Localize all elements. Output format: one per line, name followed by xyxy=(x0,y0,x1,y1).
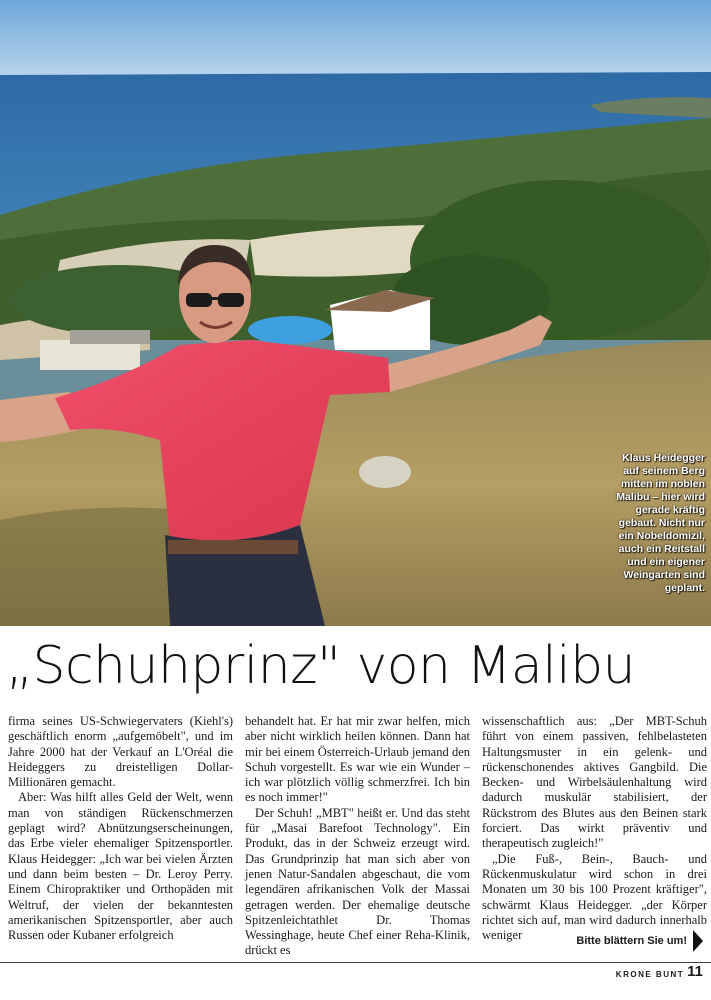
article-column-3 xyxy=(482,714,707,952)
photo-caption: Klaus Heidegger auf seinem Berg mitten im noblen Malibu – hier wird gerade kräftig gebaut. Nicht nur ein Nobeldomizil, auch ein Reitstall und ein eigener Weingarten sind geplant. xyxy=(616,452,705,594)
article-column-1 xyxy=(8,714,233,952)
paragraph: wissenschaftlich aus: „Der MBT-Schuh führt von einem passiven, fehlbelasteten Haltungsmuster in ein gelenk- und rückenschonendes aktives Gangbild. Die Becken- und Wirbelsäulenhaltung wird dadurch muskulär stabilisiert, der Rückstrom des Blutes aus den Beinen stark forciert. Das wirkt präventiv und therapeutisch zugleich!" xyxy=(482,714,707,851)
article-column-2 xyxy=(245,714,470,958)
article-headline: „Schuhprinz" von Malibu xyxy=(6,636,636,696)
page-footer xyxy=(616,964,703,979)
continue-notice xyxy=(576,930,703,952)
page-number: 11 xyxy=(687,963,703,980)
paragraph: firma seines US-Schwiegervaters (Kiehl's) geschäftlich enorm „aufgemöbelt", und im Jahre 2000 hat der Verkauf an L'Oréal die Heideggers zu dreistelligen Dollar-Millionären gemacht. xyxy=(8,714,233,790)
article-body xyxy=(8,714,708,958)
magazine-name: KRONE BUNT xyxy=(615,970,685,979)
continue-label: Bitte blättern Sie um! xyxy=(576,935,687,947)
footer-divider xyxy=(0,962,711,963)
arrow-right-icon xyxy=(693,930,703,952)
paragraph: behandelt hat. Er hat mir zwar helfen, mich aber nicht wirklich heilen können. Dann hat mir bei einem Österreich-Urlaub jemand den Schuh vorgestellt. Es war wie ein Wunder – ich war plötzlich völlig schmerzfrei. Ich bin es noch immer!" xyxy=(245,714,470,805)
paragraph: Der Schuh! „MBT" heißt er. Und das steht für „Masai Barefoot Technology". Ein Produkt, das in der Schweiz erzeugt wird. Das Grundprinzip hat man sich aber von jenen Natur-Sandalen abgeschaut, die vom legendären afrikanischen Volk der Massai getragen werden. Der ehemalige deutsche Spitzenleichtathlet Dr. Thomas Wessinghage, heute Chef einer Reha-Klinik, drückt es xyxy=(245,805,470,958)
paragraph: „Die Fuß-, Bein-, Bauch- und Rückenmuskulatur wird schon in drei Monaten um 30 bis 100 Prozent kräftiger", schwärmt Klaus Heidegger. „der Körper richtet sich auf, man wird dadurch innerhalb weniger xyxy=(482,851,707,943)
paragraph: Aber: Was hilft alles Geld der Welt, wenn man von ständigen Rückenschmerzen geplagt wird? Abnützungserscheinungen, das Erbe vieler ehemaliger Spitzensportler. Klaus Heidegger: „Ich war bei vielen Ärzten und dann beim besten – Dr. Leroy Perry. Einem Chiropraktiker und Orthopäden mit Weltruf, der vielen der bekanntesten amerikanischen Spitzensportler, aber auch Russen oder Kubaner erfolgreich xyxy=(8,790,233,943)
